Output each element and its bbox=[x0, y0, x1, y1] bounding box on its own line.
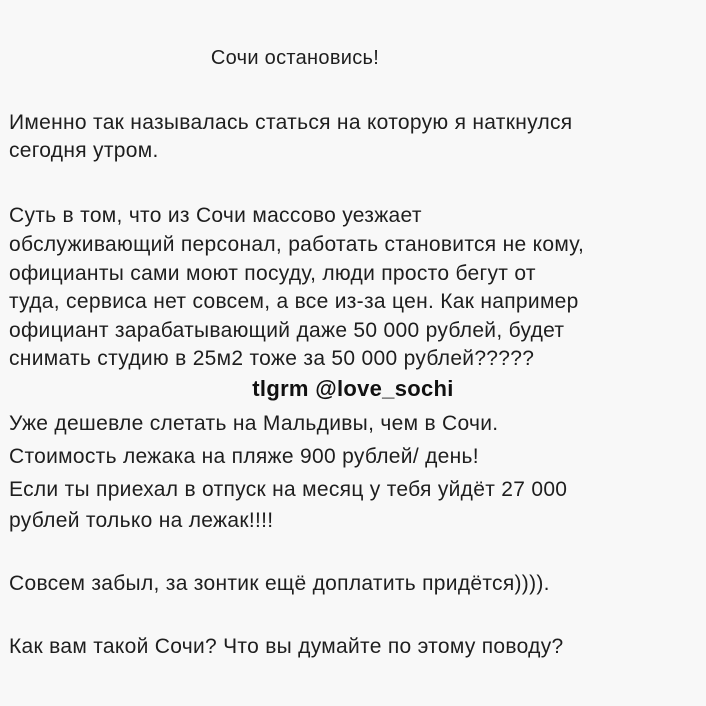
text-line: Суть в том, что из Сочи массово уезжает bbox=[9, 204, 422, 227]
text-line: туда, сервиса нет совсем, а все из-за цен. Как например bbox=[9, 290, 579, 313]
text-line: сегодня утром. bbox=[9, 139, 159, 162]
text-line: Именно так называлась статься на которую я наткнулся bbox=[9, 111, 573, 134]
text-line: Стоимость лежака на пляже 900 рублей/ день! bbox=[9, 445, 479, 468]
text-line: официанты сами моют посуду, люди просто бегут от bbox=[9, 262, 536, 285]
text-line: Если ты приехал в отпуск на месяц у тебя уйдёт 27 000 bbox=[9, 478, 568, 501]
watermark-handle: tlgrm @love_sochi bbox=[252, 376, 454, 401]
text-line: снимать студию в 25м2 тоже за 50 000 рублей????? bbox=[9, 347, 535, 370]
text-line: официант зарабатывающий даже 50 000 рублей, будет bbox=[9, 319, 565, 342]
text-line: Как вам такой Сочи? Что вы думайте по этому поводу? bbox=[9, 635, 564, 658]
text-line: обслуживающий персонал, работать становится не кому, bbox=[9, 233, 585, 256]
text-line: рублей только на лежак!!!! bbox=[9, 509, 274, 532]
post-title: Сочи остановись! bbox=[210, 47, 380, 69]
text-line: Уже дешевле слетать на Мальдивы, чем в Сочи. bbox=[9, 412, 499, 435]
text-line: Совсем забыл, за зонтик ещё доплатить придётся)))). bbox=[9, 572, 550, 595]
